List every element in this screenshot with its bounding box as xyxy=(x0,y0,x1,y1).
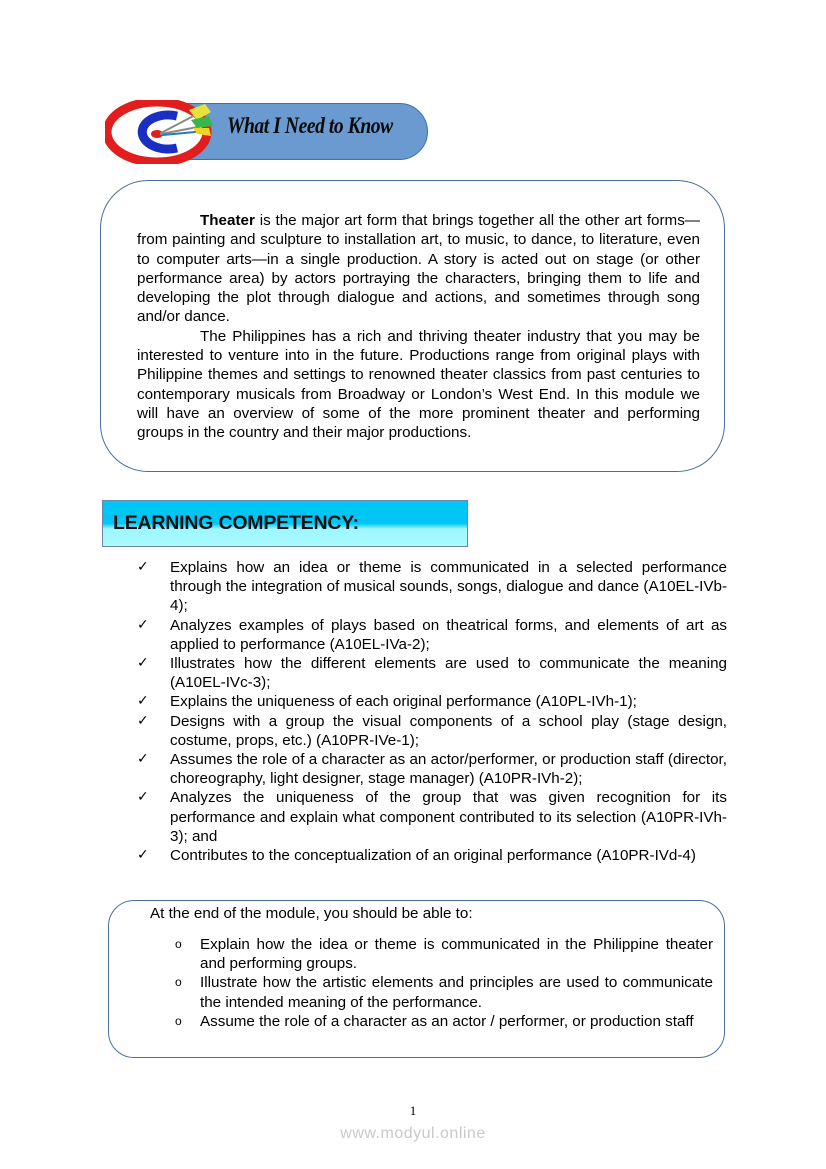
competency-text: Contributes to the conceptualization of an original performance (A10PR-IVd-4) xyxy=(170,847,696,865)
list-item xyxy=(137,692,727,711)
banner-title: What I Need to Know xyxy=(227,113,393,138)
competency-list xyxy=(137,558,727,865)
watermark: www.modyul.online xyxy=(340,1125,486,1142)
competency-text: Assumes the role of a character as an actor/performer, or production staff (director, choreography, light designer, stage manager) (A10PR-IVh-2); xyxy=(170,751,727,788)
list-item xyxy=(137,616,727,654)
intro-text xyxy=(137,211,700,443)
list-item xyxy=(137,846,727,865)
competency-text: Designs with a group the visual components of a school play (stage design, costume, props, etc.) (A10PR-IVe-1); xyxy=(170,712,727,749)
list-item xyxy=(137,750,727,788)
competency-text: Analyzes examples of plays based on theatrical forms, and elements of art as applied to performance (A10EL-IVa-2); xyxy=(170,616,727,653)
section-banner-what-i-need-to-know xyxy=(105,100,430,164)
list-item xyxy=(137,712,727,750)
intro-paragraph-1-text: is the major art form that brings together all the other art forms—from painting and sculpture to installation art, to music, to dance, to literature, even to computer arts—in a single production. A story is acted out on stage (or other performance area) by actors portraying the characters, bringing them to life and developing the plot through dialogue and actions, and sometimes through song and/or dance. xyxy=(137,212,700,326)
circle-bullet-icon: o xyxy=(175,937,182,951)
list-item xyxy=(172,973,713,1011)
intro-paragraph-1 xyxy=(137,211,700,327)
competency-text: Explains the uniqueness of each original performance (A10PL-IVh-1); xyxy=(170,693,637,711)
learning-competency-header xyxy=(102,500,468,547)
checkmark-icon: ✓ xyxy=(137,789,149,806)
checkmark-icon: ✓ xyxy=(137,751,149,768)
dartboard-target-icon xyxy=(105,100,221,164)
competency-text: Illustrates how the different elements are used to communicate the meaning (A10EL-IVc-3); xyxy=(170,655,727,692)
checkmark-icon: ✓ xyxy=(137,693,149,710)
learning-competency-title: LEARNING COMPETENCY: xyxy=(113,512,359,534)
intro-paragraph-2: The Philippines has a rich and thriving theater industry that you may be interested to venture into in the future. Productions range from original plays with Philippine themes and settings to renowned theater classics from past centuries to contemporary musicals from Broadway or London’s West End. In this module we will have an overview of some of the more prominent theater and performing groups in the country and their major productions. xyxy=(137,327,700,442)
checkmark-icon: ✓ xyxy=(137,655,149,672)
checkmark-icon: ✓ xyxy=(137,559,149,575)
page-number: 1 xyxy=(409,1103,417,1118)
checkmark-icon: ✓ xyxy=(137,616,149,633)
list-item xyxy=(137,654,727,692)
checkmark-icon: ✓ xyxy=(137,712,149,729)
competency-text: Explains how an idea or theme is communicated in a selected performance through the integration of musical sounds, songs, dialogue and dance (A10EL-IVb-4); xyxy=(170,559,727,615)
theater-term: Theater xyxy=(200,212,255,229)
circle-bullet-icon: o xyxy=(175,1013,182,1028)
list-item xyxy=(172,935,713,973)
list-item xyxy=(137,788,727,846)
objective-text: Illustrate how the artistic elements and principles are used to communicate the intended meaning of the performance. xyxy=(200,974,713,1011)
circle-bullet-icon: o xyxy=(175,975,182,990)
objectives-list xyxy=(172,935,713,1031)
competency-text: Analyzes the uniqueness of the group that was given recognition for its performance and explain what component contributed to its selection (A10PR-IVh-3); and xyxy=(170,789,727,845)
objectives-intro: At the end of the module, you should be able to: xyxy=(150,905,473,922)
checkmark-icon: ✓ xyxy=(137,847,149,864)
list-item xyxy=(172,1012,713,1031)
list-item xyxy=(137,558,727,616)
objective-text: Assume the role of a character as an actor / performer, or production staff xyxy=(200,1012,694,1030)
objective-text: Explain how the idea or theme is communicated in the Philippine theater and performing groups. xyxy=(200,936,713,973)
